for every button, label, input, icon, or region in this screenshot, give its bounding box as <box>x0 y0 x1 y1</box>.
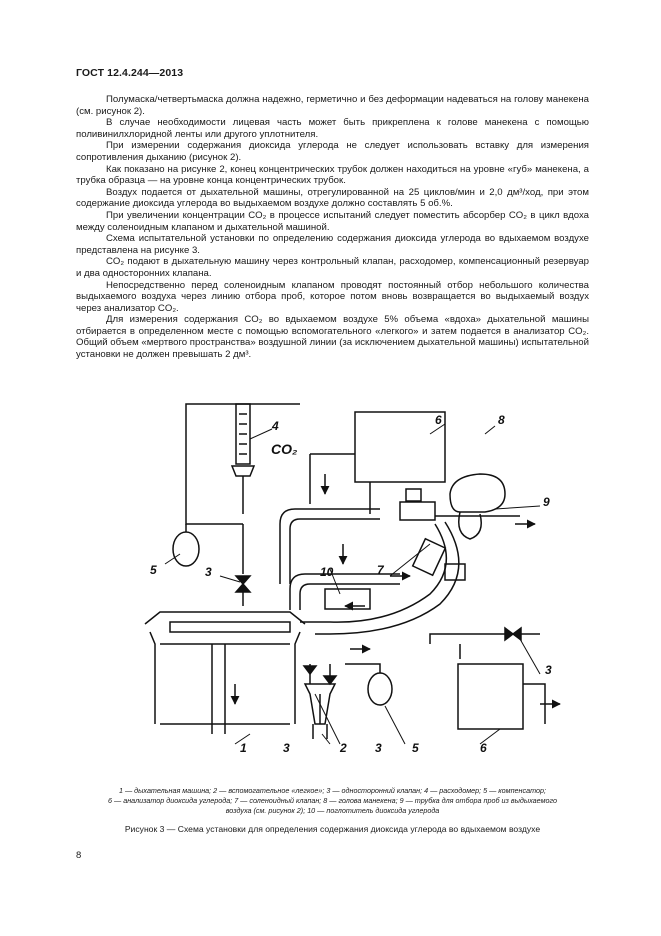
document-header: ГОСТ 12.4.244—2013 <box>76 67 184 79</box>
compensator-icon <box>173 532 199 566</box>
paragraph: Для измерения содержания CO₂ во вдыхаемом воздухе 5% объема «вдоха» дыхательной машины отбирается в определенном месте с помощью вспомогательного «легкого» и затем подается в анализатор CO₂. Общий объем «мертвого пространства» воздушной линии (за исключением дыхательной машины) испытательной установки не должен превышать 2 дм³. <box>76 314 589 361</box>
label-6: 6 <box>435 413 442 427</box>
solenoid-valve-icon <box>400 489 465 580</box>
check-valve-icon <box>236 576 250 592</box>
flowmeter-icon <box>232 404 254 514</box>
paragraph: Полумаска/четвертьмаска должна надежно, герметично и без деформации надеваться на голову манекена (см. рисунок 2). <box>76 94 589 117</box>
paragraph: Непосредственно перед соленоидным клапаном проводят постоянный отбор небольшого количества выдыхаемого воздуха через линию отбора проб, которое потом вновь возвращается во выдыхаемый воздух через анализатор CO₂. <box>76 279 589 314</box>
paragraph: Схема испытательной установки по определению содержания диоксида углерода во вдыхаемом воздухе представлена на рисунке 3. <box>76 233 589 256</box>
label-9: 9 <box>543 495 550 509</box>
label-3: 3 <box>283 741 290 755</box>
label-10: 10 <box>320 565 334 579</box>
legend-line: 1 — дыхательная машина; 2 — вспомогательное «легкое»; 3 — односторонний клапан; 4 — расходомер; 5 — компенсатор; <box>118 786 546 795</box>
check-valve-icon <box>505 628 521 640</box>
paragraph: При увеличении концентрации CO₂ в процессе испытаний следует поместить абсорбер CO₂ в цикл вдоха между соленоидным клапаном и дыхательной машиной. <box>76 209 589 233</box>
legend-line: воздуха (см. рисунок 2); 10 — поглотитель диоксида углерода <box>225 806 440 815</box>
paragraph: Воздух подается от дыхательной машины, отрегулированной на 25 циклов/мин и 2,0 дм³/ход, при этом содержание диоксида углерода во выдыхаемом воздухе должно составлять 5 об.%. <box>76 186 589 210</box>
co2-analyzer-bottom-icon <box>458 664 523 729</box>
figure-caption: Рисунок 3 — Схема установки для определения содержания диоксида углерода во вдыхаемом воздухе <box>124 824 541 834</box>
auxiliary-lung-icon <box>305 684 335 739</box>
label-3: 3 <box>205 565 212 579</box>
label-4: 4 <box>272 419 279 433</box>
diagram-svg <box>100 394 570 779</box>
label-1: 1 <box>240 741 247 755</box>
label-8: 8 <box>498 413 505 427</box>
label-3: 3 <box>545 663 552 677</box>
label-5: 5 <box>412 741 419 755</box>
co2-analyzer-top-icon <box>355 412 445 482</box>
paragraph: При измерении содержания диоксида углерода не следует использовать вставку для измерения сопротивления дыханию (рисунок 2). <box>76 140 589 163</box>
label-6: 6 <box>480 741 487 755</box>
label-3: 3 <box>375 741 382 755</box>
legend-line: 6 — анализатор диоксида углерода; 7 — соленоидный клапан; 8 — голова манекена; 9 — трубка для отбора проб из выдыхаемого <box>108 796 557 805</box>
paragraph: CO₂ подают в дыхательную машину через контрольный клапан, расходомер, компенсационный резервуар и два односторонних клапана. <box>76 256 589 279</box>
label-2: 2 <box>340 741 347 755</box>
page-number: 8 <box>76 850 82 861</box>
breathing-machine-icon <box>145 612 305 734</box>
compensator-icon <box>368 673 392 705</box>
dummy-head-icon <box>450 474 505 512</box>
label-co2: CO₂ <box>271 441 298 457</box>
figure-legend <box>76 786 589 816</box>
test-setup-diagram <box>100 394 570 784</box>
label-5: 5 <box>150 563 157 577</box>
body-text <box>76 94 589 361</box>
paragraph: Как показано на рисунке 2, конец концентрических трубок должен находиться на уровне «губ» манекена, а трубка образца — на уровне конца концентрических трубок. <box>76 163 589 187</box>
paragraph: В случае необходимости лицевая часть может быть прикреплена к голове манекена с помощью поливинилхлоридной ленты или другого уплотнителя. <box>76 117 589 140</box>
label-7: 7 <box>377 563 384 577</box>
